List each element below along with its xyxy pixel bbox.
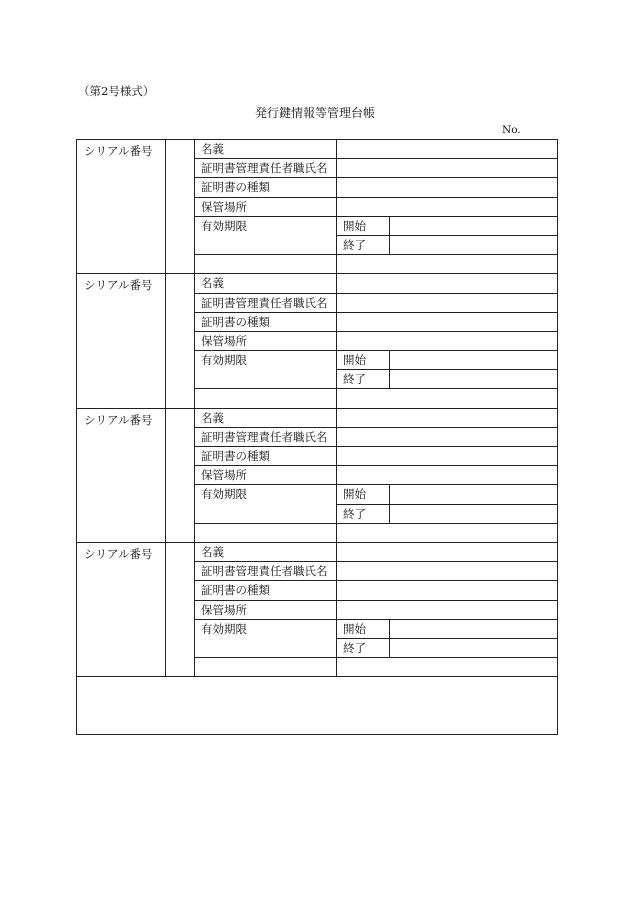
entry-4-name-row	[77, 542, 558, 561]
blank-cell[interactable]	[337, 255, 558, 274]
name-label: 名義	[195, 408, 337, 427]
blank-cell[interactable]	[337, 523, 558, 542]
validity-start-label: 開始	[337, 619, 390, 638]
entry-1-name-row	[77, 140, 558, 159]
cert-type-value[interactable]	[337, 178, 558, 197]
validity-start-value[interactable]	[390, 485, 558, 504]
validity-end-value[interactable]	[390, 370, 558, 389]
cert-type-label: 証明書の種類	[195, 178, 337, 197]
manager-label: 証明書管理責任者職氏名	[195, 159, 337, 178]
location-label: 保管場所	[195, 331, 337, 350]
manager-value[interactable]	[337, 159, 558, 178]
form-number-label: （第2号様式）	[78, 84, 155, 98]
serial-number-value[interactable]	[166, 542, 195, 676]
blank-cell[interactable]	[195, 658, 337, 677]
name-label: 名義	[195, 274, 337, 293]
remarks-row	[77, 677, 558, 735]
cert-type-value[interactable]	[337, 581, 558, 600]
document-number-label: No.	[502, 124, 521, 136]
validity-start-label: 開始	[337, 485, 390, 504]
validity-end-label: 終了	[337, 638, 390, 657]
serial-number-label: シリアル番号	[77, 274, 166, 408]
location-value[interactable]	[337, 331, 558, 350]
manager-value[interactable]	[337, 293, 558, 312]
validity-label: 有効期限	[195, 485, 337, 523]
name-value[interactable]	[337, 140, 558, 159]
validity-label: 有効期限	[195, 216, 337, 254]
serial-number-label: シリアル番号	[77, 408, 166, 542]
cert-type-label: 証明書の種類	[195, 581, 337, 600]
remarks-area[interactable]	[77, 677, 558, 735]
validity-start-value[interactable]	[390, 216, 558, 235]
name-value[interactable]	[337, 542, 558, 561]
cert-type-value[interactable]	[337, 447, 558, 466]
validity-start-value[interactable]	[390, 351, 558, 370]
manager-label: 証明書管理責任者職氏名	[195, 293, 337, 312]
manager-value[interactable]	[337, 427, 558, 446]
location-label: 保管場所	[195, 466, 337, 485]
serial-number-label: シリアル番号	[77, 542, 166, 676]
location-value[interactable]	[337, 466, 558, 485]
blank-cell[interactable]	[195, 523, 337, 542]
location-label: 保管場所	[195, 197, 337, 216]
serial-number-value[interactable]	[166, 274, 195, 408]
blank-cell[interactable]	[337, 658, 558, 677]
key-management-ledger-table	[76, 139, 558, 735]
name-value[interactable]	[337, 408, 558, 427]
validity-end-value[interactable]	[390, 235, 558, 254]
cert-type-value[interactable]	[337, 312, 558, 331]
serial-number-label: シリアル番号	[77, 140, 166, 274]
name-value[interactable]	[337, 274, 558, 293]
cert-type-label: 証明書の種類	[195, 312, 337, 331]
blank-cell[interactable]	[195, 255, 337, 274]
location-value[interactable]	[337, 197, 558, 216]
serial-number-value[interactable]	[166, 140, 195, 274]
location-value[interactable]	[337, 600, 558, 619]
validity-start-label: 開始	[337, 216, 390, 235]
entry-2-name-row	[77, 274, 558, 293]
validity-label: 有効期限	[195, 619, 337, 657]
blank-cell[interactable]	[195, 389, 337, 408]
blank-cell[interactable]	[337, 389, 558, 408]
validity-end-value[interactable]	[390, 638, 558, 657]
validity-end-label: 終了	[337, 504, 390, 523]
cert-type-label: 証明書の種類	[195, 447, 337, 466]
manager-label: 証明書管理責任者職氏名	[195, 562, 337, 581]
manager-value[interactable]	[337, 562, 558, 581]
manager-label: 証明書管理責任者職氏名	[195, 427, 337, 446]
serial-number-value[interactable]	[166, 408, 195, 542]
name-label: 名義	[195, 542, 337, 561]
validity-label: 有効期限	[195, 351, 337, 389]
name-label: 名義	[195, 140, 337, 159]
validity-end-value[interactable]	[390, 504, 558, 523]
validity-start-value[interactable]	[390, 619, 558, 638]
validity-start-label: 開始	[337, 351, 390, 370]
validity-end-label: 終了	[337, 370, 390, 389]
validity-end-label: 終了	[337, 235, 390, 254]
location-label: 保管場所	[195, 600, 337, 619]
document-title: 発行鍵情報等管理台帳	[254, 106, 375, 120]
entry-3-name-row	[77, 408, 558, 427]
